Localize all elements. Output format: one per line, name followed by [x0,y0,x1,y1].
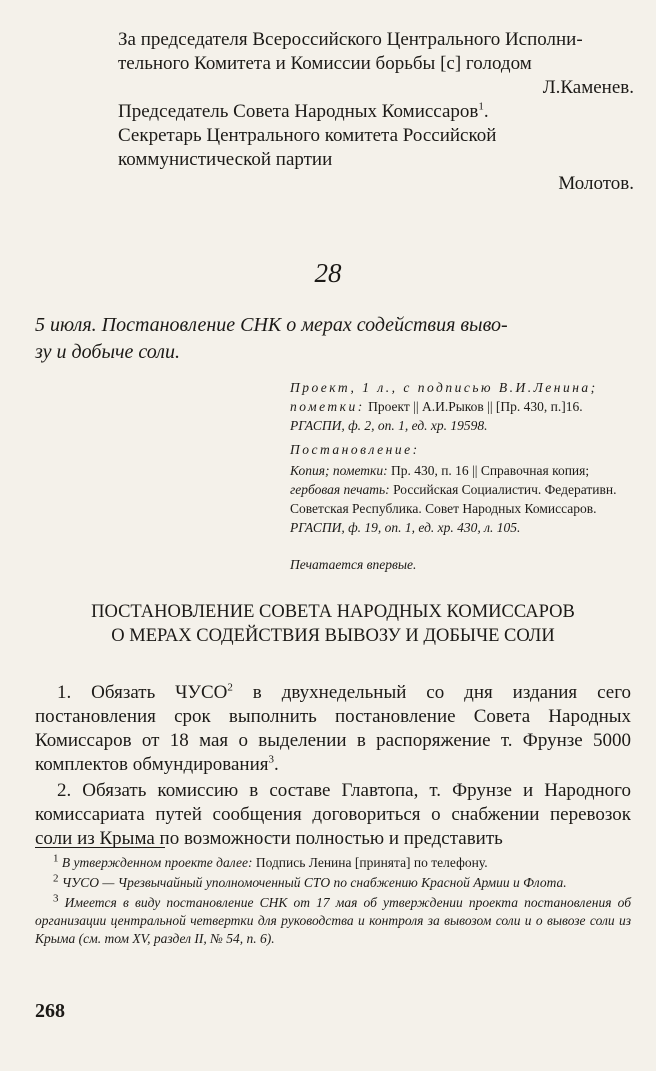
paragraph-1 [35,681,631,777]
footnote-number: 2 [53,872,59,885]
signature-line: За председателя Всероссийского Центрального Исполни- [118,29,583,50]
document-number: 28 [314,258,342,288]
archive-text: Пр. 430, п. 16 || Справочная копия; [390,463,590,478]
footnote-ref[interactable]: 1 [478,100,484,113]
signature-line [118,100,634,124]
archive-label: Копия; пометки: [290,463,388,478]
signature-line: коммунистической партии [118,149,333,170]
signature-text: Председатель Совета Народных Комиссаров [118,101,479,122]
footnote-italic: В утвержденном проекте далее: [61,855,253,870]
archive-reference: РГАСПИ, ф. 2, оп. 1, ед. хр. 19598. [290,418,488,433]
signatory-name: Молотов. [558,173,634,194]
footnote-number: 1 [53,852,59,865]
archive-text: Российская Социалистич. Федеративн. Советская Республика. Совет Народных Комиссаров. [290,482,617,516]
title-line: ПОСТАНОВЛЕНИЕ СОВЕТА НАРОДНЫХ КОМИССАРОВ [91,602,575,622]
title-line: О МЕРАХ СОДЕЙСТВИЯ ВЫВОЗУ И ДОБЫЧЕ СОЛИ [111,626,555,646]
archive-label: Постановление: [290,442,420,457]
footnote-text: Подпись Ленина [принята] по телефону. [255,855,488,870]
document-heading [35,312,631,366]
resolution-title [35,600,631,648]
archive-reference: РГАСПИ, ф. 19, оп. 1, ед. хр. 430, л. 105. [290,520,521,535]
heading-line: зу и добыче соли. [35,341,181,363]
footnote-text: Имеется в виду постановление СНК от 17 мая об утверждении проекта постановления об организации центральной четвертки для руководства и контроля за вывозом соли и о вывозе соли из Крыма (см. том XV, раздел II, № 54, п. 6). [35,895,631,946]
footnotes [35,854,631,950]
heading-line: 5 июля. Постановление СНК о мерах содействия выво- [35,314,508,336]
page-number: 268 [35,1000,65,1022]
archive-note-heading [290,440,630,459]
publication-note: Печатается впервые. [290,557,417,572]
signatory-name: Л.Каменев. [542,77,634,98]
footnote-2 [35,874,631,892]
footnote-divider [35,847,165,848]
paragraph-text: 1. Обязать ЧУСО [57,682,228,703]
footnote-text: ЧУСО — Чрезвычайный уполномоченный СТО по снабжению Красной Армии и Флота. [61,875,567,890]
signature-block [118,28,634,196]
archive-note-publication [290,555,630,574]
resolution-body [35,681,631,853]
punctuation: . [483,101,489,122]
signature-line: Секретарь Центрального комитета Российской [118,125,497,146]
signature-line: тельного Комитета и Комиссии борьбы [с] голодом [118,53,532,74]
archive-note-project [290,378,630,435]
archive-text: Проект || А.И.Рыков || [Пр. 430, п.]16. [368,399,583,414]
archive-note-copy [290,461,630,537]
footnote-3 [35,894,631,948]
footnote-1 [35,854,631,872]
footnote-ref[interactable]: 2 [227,681,233,694]
footnote-number: 3 [53,892,59,905]
archive-label: Проект, 1 л., с подписью В.И.Ленина; пометки: [290,380,598,414]
archive-label: гербовая печать: [290,482,390,497]
punctuation: . [274,754,279,775]
paragraph-text: в двухнедельный со дня издания сего постановления срок выполнить постановление Совета Народных Комиссаров от 18 мая о выделении в распоряжение т. Фрунзе 5000 комплектов обмундирования [35,682,632,775]
footnote-ref[interactable]: 3 [268,753,275,766]
paragraph-2: 2. Обязать комиссию в составе Главтопа, т. Фрунзе и Народного комиссариата путей сообщения договориться о снабжении перевозок соли из Крыма по возможности полностью и представить [35,780,631,849]
